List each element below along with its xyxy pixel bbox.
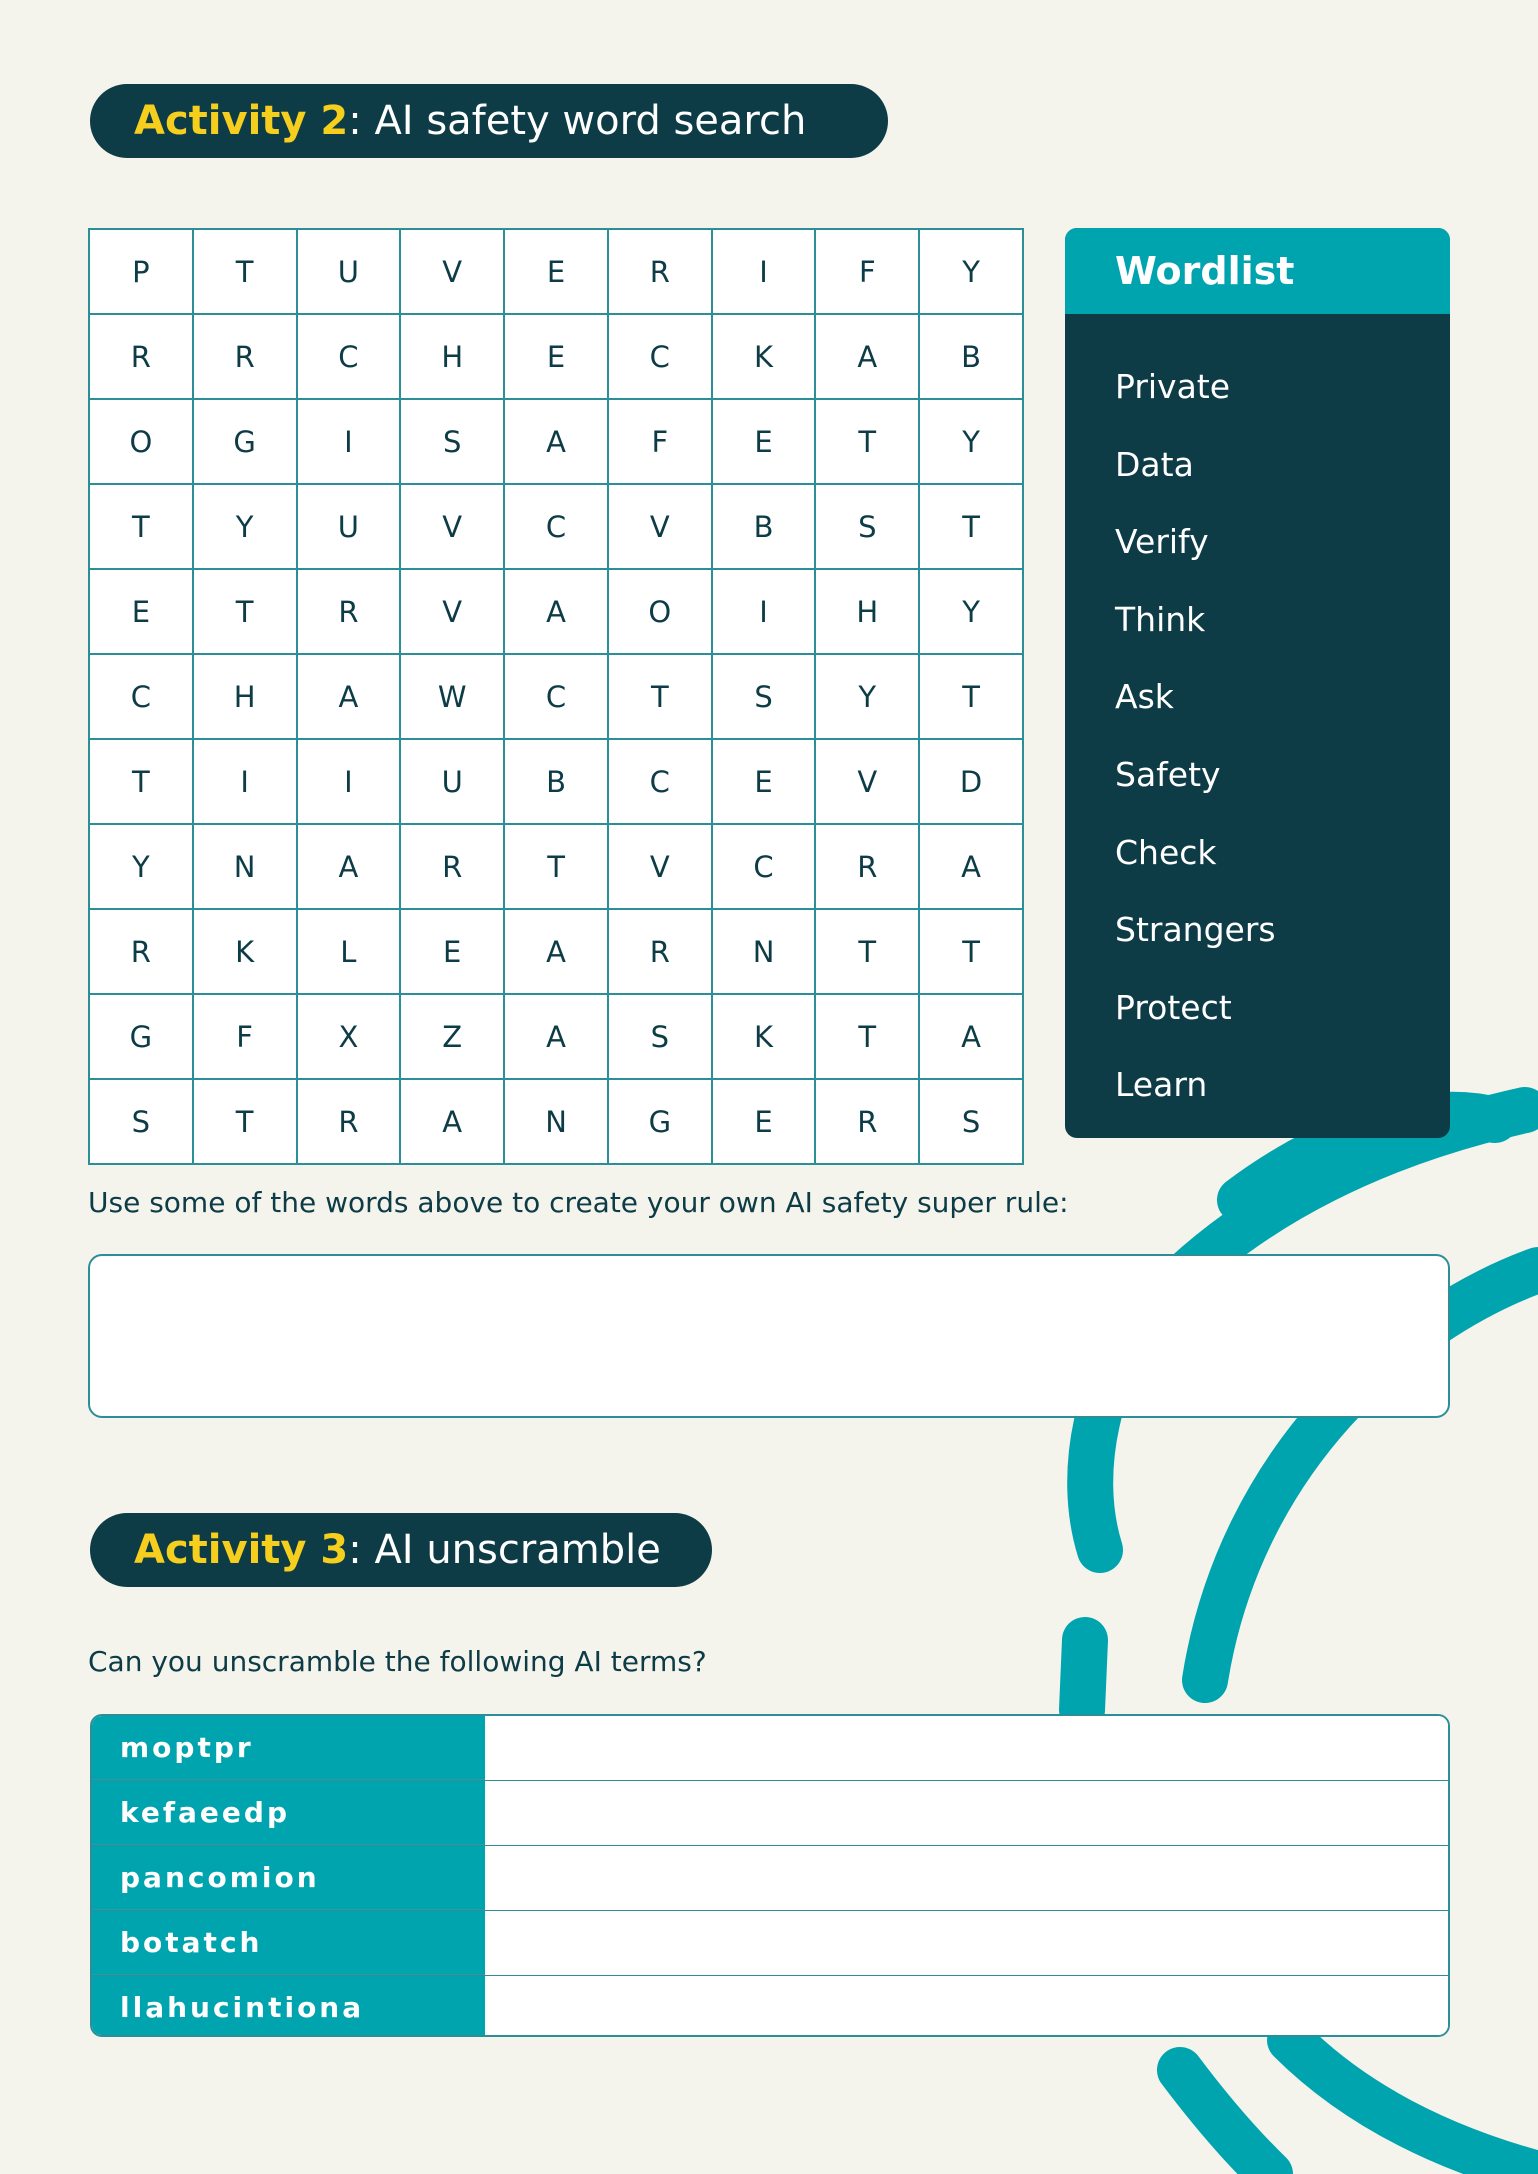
unscramble-row — [92, 1976, 1448, 2037]
activity-2-label: Activity 2 — [134, 98, 349, 144]
unscramble-row — [92, 1716, 1448, 1781]
grid-cell[interactable]: I — [712, 229, 816, 314]
unscramble-row — [92, 1781, 1448, 1846]
grid-cell[interactable]: X — [297, 994, 401, 1079]
grid-cell[interactable]: S — [815, 484, 919, 569]
grid-cell[interactable]: E — [504, 314, 608, 399]
grid-cell[interactable]: S — [608, 994, 712, 1079]
arc-bottom-2 — [1290, 2040, 1538, 2174]
grid-cell[interactable]: S — [712, 654, 816, 739]
grid-cell[interactable]: R — [608, 909, 712, 994]
grid-cell[interactable]: A — [919, 994, 1023, 1079]
wordlist-item: Think — [1115, 599, 1206, 639]
grid-cell[interactable]: F — [193, 994, 297, 1079]
grid-cell[interactable]: C — [608, 739, 712, 824]
grid-cell[interactable]: T — [919, 909, 1023, 994]
grid-cell[interactable]: R — [815, 824, 919, 909]
grid-row — [89, 1079, 1023, 1164]
grid-cell[interactable]: B — [712, 484, 816, 569]
grid-cell[interactable]: Y — [815, 654, 919, 739]
grid-cell[interactable]: T — [608, 654, 712, 739]
grid-cell[interactable]: B — [504, 739, 608, 824]
activity-3-title: : AI unscramble — [348, 1527, 661, 1573]
grid-cell[interactable]: H — [193, 654, 297, 739]
grid-cell[interactable]: S — [89, 1079, 193, 1164]
grid-cell[interactable]: I — [297, 739, 401, 824]
grid-row — [89, 399, 1023, 484]
grid-cell[interactable]: V — [815, 739, 919, 824]
grid-row — [89, 484, 1023, 569]
unscramble-row — [92, 1846, 1448, 1911]
grid-cell[interactable]: V — [400, 569, 504, 654]
wordlist-item: Safety — [1115, 754, 1221, 794]
grid-cell[interactable]: T — [193, 229, 297, 314]
grid-cell[interactable]: A — [815, 314, 919, 399]
grid-cell[interactable]: B — [919, 314, 1023, 399]
grid-cell[interactable]: U — [400, 739, 504, 824]
activity-2-title: : AI safety word search — [348, 98, 807, 144]
grid-cell[interactable]: R — [193, 314, 297, 399]
word-search-grid — [88, 228, 1024, 1165]
grid-cell[interactable]: T — [504, 824, 608, 909]
grid-cell[interactable]: R — [297, 569, 401, 654]
grid-cell[interactable]: L — [297, 909, 401, 994]
grid-cell[interactable]: G — [608, 1079, 712, 1164]
grid-cell[interactable]: F — [815, 229, 919, 314]
grid-cell[interactable]: V — [400, 229, 504, 314]
grid-cell[interactable]: T — [89, 484, 193, 569]
scrambled-term: kefaeedp — [92, 1781, 485, 1845]
activity-2-heading — [90, 84, 888, 158]
grid-cell[interactable]: U — [297, 484, 401, 569]
grid-cell[interactable]: S — [400, 399, 504, 484]
answer-field[interactable] — [485, 1716, 1448, 1780]
wordlist-item: Data — [1115, 444, 1194, 484]
unscramble-row — [92, 1911, 1448, 1976]
grid-cell[interactable]: C — [504, 654, 608, 739]
answer-field[interactable] — [485, 1781, 1448, 1845]
grid-cell[interactable]: H — [400, 314, 504, 399]
grid-cell[interactable]: A — [297, 824, 401, 909]
grid-row — [89, 824, 1023, 909]
grid-cell[interactable]: V — [608, 824, 712, 909]
grid-cell[interactable]: S — [919, 1079, 1023, 1164]
grid-cell[interactable]: A — [297, 654, 401, 739]
grid-cell[interactable]: T — [193, 569, 297, 654]
wordlist-item: Learn — [1115, 1065, 1208, 1105]
answer-field[interactable] — [485, 1911, 1448, 1975]
wordlist-title: Wordlist — [1065, 228, 1450, 314]
grid-row — [89, 314, 1023, 399]
grid-cell[interactable]: E — [400, 909, 504, 994]
arc-bottom-1 — [1180, 2070, 1270, 2174]
grid-cell[interactable]: C — [712, 824, 816, 909]
wordlist-item: Protect — [1115, 987, 1232, 1027]
grid-cell[interactable]: A — [504, 569, 608, 654]
activity-3-heading — [90, 1513, 712, 1587]
grid-cell[interactable]: T — [919, 484, 1023, 569]
grid-cell[interactable]: K — [712, 994, 816, 1079]
wordlist-item: Ask — [1115, 677, 1174, 717]
wordlist-items — [1065, 314, 1450, 1124]
grid-cell[interactable]: R — [297, 1079, 401, 1164]
grid-cell[interactable]: H — [815, 569, 919, 654]
grid-cell[interactable]: E — [89, 569, 193, 654]
super-rule-input-box[interactable] — [88, 1254, 1450, 1418]
arc-inner-stub — [1082, 1640, 1085, 1710]
grid-cell[interactable]: A — [504, 994, 608, 1079]
grid-cell[interactable]: K — [193, 909, 297, 994]
grid-cell[interactable]: R — [400, 824, 504, 909]
grid-cell[interactable]: Y — [919, 399, 1023, 484]
grid-cell[interactable]: C — [504, 484, 608, 569]
grid-row — [89, 994, 1023, 1079]
scrambled-term: llahucintiona — [92, 1976, 485, 2037]
grid-cell[interactable]: A — [504, 399, 608, 484]
grid-cell[interactable]: Y — [919, 569, 1023, 654]
grid-cell[interactable]: E — [712, 1079, 816, 1164]
grid-cell[interactable]: Y — [193, 484, 297, 569]
grid-cell[interactable]: Z — [400, 994, 504, 1079]
grid-cell[interactable]: F — [608, 399, 712, 484]
grid-cell[interactable]: N — [193, 824, 297, 909]
grid-cell[interactable]: C — [297, 314, 401, 399]
grid-cell[interactable]: I — [712, 569, 816, 654]
grid-cell[interactable]: K — [712, 314, 816, 399]
grid-cell[interactable]: A — [504, 909, 608, 994]
grid-cell[interactable]: V — [608, 484, 712, 569]
answer-field[interactable] — [485, 1976, 1448, 2037]
grid-cell[interactable]: W — [400, 654, 504, 739]
grid-cell[interactable]: N — [712, 909, 816, 994]
scrambled-term: moptpr — [92, 1716, 485, 1780]
scrambled-term: botatch — [92, 1911, 485, 1975]
wordlist-item: Private — [1115, 367, 1231, 406]
grid-cell[interactable]: V — [400, 484, 504, 569]
grid-cell[interactable]: I — [297, 399, 401, 484]
wordlist-item: Check — [1115, 832, 1217, 872]
grid-cell[interactable]: T — [815, 909, 919, 994]
wordlist-panel — [1065, 228, 1450, 1138]
scrambled-term: pancomion — [92, 1846, 485, 1910]
grid-row — [89, 229, 1023, 314]
grid-cell[interactable]: C — [608, 314, 712, 399]
grid-cell[interactable]: R — [89, 909, 193, 994]
grid-cell[interactable]: G — [193, 399, 297, 484]
grid-cell[interactable]: G — [89, 994, 193, 1079]
grid-cell[interactable]: C — [89, 654, 193, 739]
answer-field[interactable] — [485, 1846, 1448, 1910]
grid-cell[interactable]: E — [504, 229, 608, 314]
grid-cell[interactable]: R — [608, 229, 712, 314]
grid-cell[interactable]: U — [297, 229, 401, 314]
grid-cell[interactable]: T — [89, 739, 193, 824]
grid-cell[interactable]: T — [815, 399, 919, 484]
grid-row — [89, 739, 1023, 824]
wordlist-item: Verify — [1115, 522, 1209, 562]
activity-3-label: Activity 3 — [134, 1527, 349, 1573]
grid-cell[interactable]: Y — [89, 824, 193, 909]
rule-prompt: Use some of the words above to create your own AI safety super rule: — [88, 1186, 1069, 1219]
wordlist-item: Strangers — [1115, 910, 1276, 950]
grid-cell[interactable]: N — [504, 1079, 608, 1164]
grid-cell[interactable]: T — [193, 1079, 297, 1164]
grid-cell[interactable]: O — [89, 399, 193, 484]
grid-cell[interactable]: O — [608, 569, 712, 654]
grid-cell[interactable]: E — [712, 399, 816, 484]
grid-cell[interactable]: T — [919, 654, 1023, 739]
grid-row — [89, 569, 1023, 654]
grid-cell[interactable]: D — [919, 739, 1023, 824]
grid-cell[interactable]: T — [815, 994, 919, 1079]
grid-cell[interactable]: R — [89, 314, 193, 399]
grid-cell[interactable]: E — [712, 739, 816, 824]
grid-cell[interactable]: A — [919, 824, 1023, 909]
grid-row — [89, 654, 1023, 739]
grid-cell[interactable]: Y — [919, 229, 1023, 314]
grid-cell[interactable]: A — [400, 1079, 504, 1164]
grid-cell[interactable]: P — [89, 229, 193, 314]
grid-cell[interactable]: R — [815, 1079, 919, 1164]
grid-row — [89, 909, 1023, 994]
grid-cell[interactable]: I — [193, 739, 297, 824]
unscramble-prompt: Can you unscramble the following AI terms? — [88, 1645, 707, 1678]
unscramble-table — [90, 1714, 1450, 2037]
